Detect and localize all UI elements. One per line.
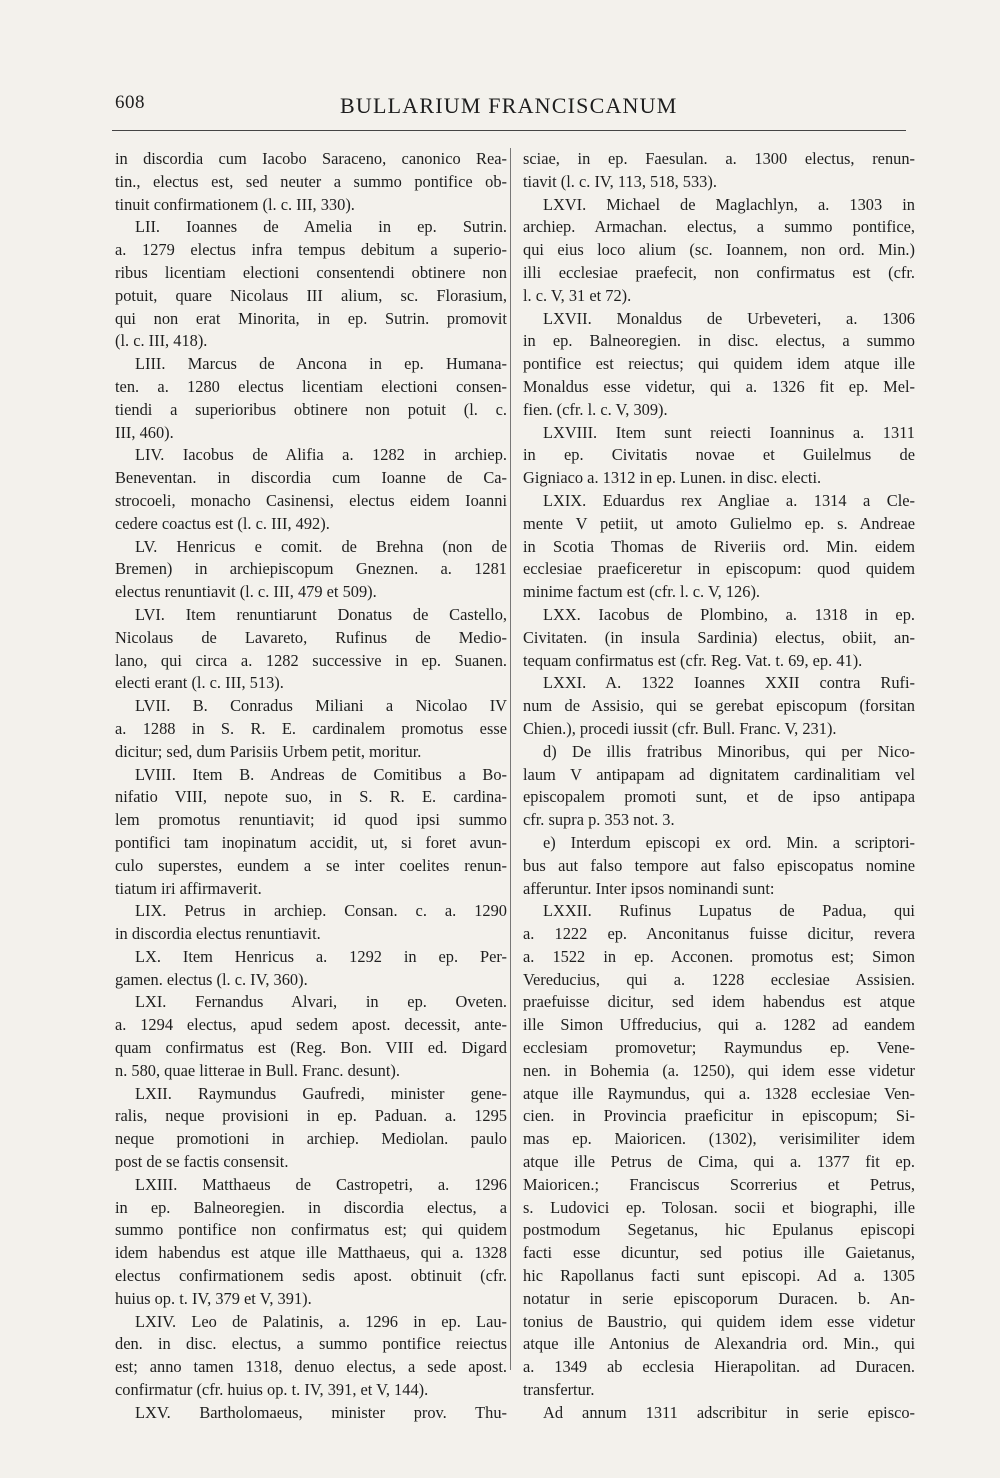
text-line: qui eius loco alium (sc. Ioannem, non ord. Min.) [523,240,915,260]
text-line: Gigniaco a. 1312 in ep. Lunen. in disc. electi. [523,468,822,488]
text-line: laum V antipapam ad dignitatem cardinalitiam vel [523,764,915,784]
text-line: LIX. Petrus in archiep. Consan. c. a. 1290 [135,901,507,921]
text-line: illi ecclesiae praefecit, non confirmatus est (cfr. [523,262,915,282]
text-line: ille Simon Uffreducius, qui a. 1282 ad eandem [523,1015,915,1035]
text-line: LX. Item Henricus a. 1292 in ep. Per- [135,946,507,966]
text-line: a. 1288 in S. R. E. cardinalem promotus esse [115,718,507,738]
text-line: episcopalem promoti sunt, et de ipso antipapa [523,787,915,807]
text-line: gamen. electus (l. c. IV, 360). [115,969,308,989]
text-line: ecclesiae praeficeretur in episcopum: quod quidem [523,559,915,579]
text-line: hic Rapollanus facti sunt episcopi. Ad a. 1305 [523,1266,915,1286]
text-line: LIII. Marcus de Ancona in ep. Humana- [135,354,507,374]
text-line: mas ep. Maioricen. (1302), verisimiliter idem [523,1129,915,1149]
text-line: sciae, in ep. Faesulan. a. 1300 electus, renun- [523,149,915,168]
text-line: tinuit confirmationem (l. c. III, 330). [115,194,355,214]
text-line: transfertur. [523,1380,595,1400]
text-line: nifatio VIII, nepote suo, in S. R. E. cardina- [115,787,507,807]
text-line: Chien.), procedi iussit (cfr. Bull. Franc. V, 231). [523,718,837,738]
text-line: LXI. Fernandus Alvari, in ep. Oveten. [135,992,507,1012]
text-line: electi erant (l. c. III, 513). [115,673,284,693]
text-line: Vereducius, qui a. 1228 ecclesiae Assisien. [523,969,915,989]
text-line: ten. a. 1280 electus licentiam electioni consen- [115,376,507,396]
text-line: dicitur; sed, dum Parisiis Urbem petit, moritur. [115,741,422,761]
text-line: num de Assisio, qui se gerebat episcopum (forsitan [523,696,915,716]
text-line: LXVIII. Item sunt reiecti Ioanninus a. 1311 [543,422,915,442]
text-line: cedere coactus est (l. c. III, 492). [115,513,330,533]
text-line: tequam confirmatus est (cfr. Reg. Vat. t. 69, ep. 41). [523,650,863,670]
running-title: BULLARIUM FRANCISCANUM [340,93,678,118]
text-line: strocoeli, monacho Casinensi, electus eidem Ioanni [115,490,507,510]
text-line: s. Ludovici ep. Tolosan. socii et biographi, ille [523,1197,915,1217]
text-line: Bremen) in archiepiscopum Gneznen. a. 1281 [115,559,507,579]
text-line: in ep. Civitatis novae et Guilelmus de [523,445,915,465]
text-line: LVI. Item renuntiarunt Donatus de Castello, [135,604,507,624]
text-line: lano, qui circa a. 1282 successive in ep. Suanen. [115,650,507,670]
text-line: cfr. supra p. 353 not. 3. [523,810,675,830]
text-line: Civitaten. (in insula Sardinia) electus, obiit, an- [523,627,915,647]
text-line: LVII. B. Conradus Miliani a Nicolao IV [135,696,507,716]
text-line: Maioricen.; Franciscus Scorrerius et Petrus, [523,1174,915,1194]
text-line: a. 1522 in ep. Acconen. promotus est; Simon [523,946,915,966]
text-line: (l. c. III, 418). [115,331,208,351]
text-line: III, 460). [115,422,174,442]
text-line: facti esse dicuntur, sed potius ille Gaietanus, [523,1243,915,1263]
text-line: a. 1279 electus infra tempus debitum a superio- [115,240,507,260]
text-line: postmodum Segetanus, hic Epulanus episcopi [523,1220,915,1240]
text-line: ecclesiam promovetur; Raymundus ep. Vene- [523,1038,915,1058]
text-line: cien. in Provincia praeficitur in episcopum; Si- [523,1106,915,1126]
text-line: LII. Ioannes de Amelia in ep. Sutrin. [135,217,507,237]
text-line: LVIII. Item B. Andreas de Comitibus a Bo- [135,764,507,784]
text-line: e) Interdum episcopi ex ord. Min. a scriptori- [543,832,915,852]
text-line: in discordia cum Iacobo Saraceno, canonico Rea- [115,149,507,168]
text-line: a. 1349 ab ecclesia Hierapolitan. ad Duracen. [523,1357,915,1377]
text-line: in Scotia Thomas de Riveriis ord. Min. eidem [523,536,915,556]
text-line: LXIV. Leo de Palatinis, a. 1296 in ep. Lau- [135,1311,507,1331]
text-line: tin., electus est, sed neuter a summo pontifice ob- [115,171,507,191]
text-line: LIV. Iacobus de Alifia a. 1282 in archiep. [135,445,507,465]
text-line: praefuisse dicitur, sed idem habendus est atque [523,992,915,1012]
column-divider [510,148,511,1370]
text-line: nen. in Bohemia (a. 1250), qui idem esse videtur [523,1060,915,1080]
text-line: tiavit (l. c. IV, 113, 518, 533). [523,171,717,191]
page-number: 608 [115,92,145,113]
text-line: l. c. V, 31 et 72). [523,285,632,305]
text-line: LXXI. A. 1322 Ioannes XXII contra Rufi- [543,673,915,693]
text-line: summo pontifice non confirmatus est; qui quidem [115,1220,507,1240]
text-line: mente V petiit, ut amoto Gulielmo ep. s. Andreae [523,513,915,533]
text-line: LXX. Iacobus de Plombino, a. 1318 in ep. [543,604,915,624]
text-line: Beneventan. in discordia cum Ioanne de Ca- [115,468,507,488]
text-line: qui non erat Minorita, in ep. Sutrin. promovit [115,308,507,328]
text-line: afferuntur. Inter ipsos nominandi sunt: [523,878,775,898]
text-line: Ad annum 1311 adscribitur in serie episco- [543,1402,915,1422]
text-line: bus aut falso tempore aut falso episcopatus nomine [523,855,915,875]
text-line: in ep. Balneoregien. in discordia electus, a [115,1197,507,1217]
text-line: tiatum iri affirmaverit. [115,878,262,898]
text-line: pontifici tam inopinatum accidit, ut, si foret avun- [115,832,507,852]
text-line: a. 1294 electus, apud sedem apost. decessit, ante- [115,1015,507,1035]
text-line: in ep. Balneoregien. in disc. electus, a summo [523,331,915,351]
text-line: pontifice est reiectus; qui quidem idem atque ille [523,354,915,374]
text-line: atque ille Petrus de Cima, qui a. 1377 fit ep. [523,1152,915,1172]
text-line: d) De illis fratribus Minoribus, qui per Nico- [543,741,915,761]
text-line: archiep. Armachan. electus, a summo pontifice, [523,217,915,237]
text-line: fien. (cfr. l. c. V, 309). [523,399,668,419]
text-line: tonius de Baustrio, qui quidem idem esse videtur [523,1311,915,1331]
text-line: LXVI. Michael de Maglachlyn, a. 1303 in [543,194,915,214]
text-line: ralis, neque provisioni in ep. Paduan. a. 1295 [115,1106,507,1126]
left-column [115,148,507,1425]
text-line: a. 1222 ep. Anconitanus fuisse dicitur, revera [523,924,915,944]
text-line: tiendi a superioribus obtinere non potuit (l. c. [115,399,507,419]
text-line: confirmatur (cfr. huius op. t. IV, 391, et V, 144). [115,1380,429,1400]
text-line: huius op. t. IV, 379 et V, 391). [115,1288,312,1308]
text-line: LXVII. Monaldus de Urbeveteri, a. 1306 [543,308,915,328]
text-line: LXIX. Eduardus rex Angliae a. 1314 a Cle- [543,490,915,510]
text-line: neque promotioni in archiep. Mediolan. paulo [115,1129,507,1149]
text-line: LV. Henricus e comit. de Brehna (non de [135,536,507,556]
text-line: Monaldus esse videtur, qui a. 1326 fit ep. Mel- [523,376,915,396]
text-line: est; anno tamen 1318, denuo electus, a sede apost. [115,1357,507,1377]
text-line: lem promotus renuntiavit; id quod ipsi summo [115,810,507,830]
text-line: culo superstes, eundem a se inter coelites renun- [115,855,507,875]
text-line: den. in disc. electus, a summo pontifice reiectus [115,1334,507,1354]
text-line: atque ille Raymundus, qui a. 1328 ecclesiae Ven- [523,1083,915,1103]
right-column [523,148,915,1425]
text-line: LXXII. Rufinus Lupatus de Padua, qui [543,901,915,921]
text-line: minime factum est (cfr. l. c. V, 126). [523,582,761,602]
text-line: in discordia electus renuntiavit. [115,924,321,944]
text-line: LXIII. Matthaeus de Castropetri, a. 1296 [135,1174,507,1194]
text-line: notatur in serie episcoporum Duracen. b. An- [523,1288,915,1308]
text-line: ribus licentiam electioni consentendi obtinere non [115,262,507,282]
text-line: post de se factis consensit. [115,1152,289,1172]
text-line: LXII. Raymundus Gaufredi, minister gene- [135,1083,507,1103]
text-line: quam confirmatus est (Reg. Bon. VIII ed. Digard [115,1038,507,1058]
text-line: n. 580, quae litterae in Bull. Franc. desunt). [115,1060,400,1080]
header-rule [112,130,906,131]
text-line: potuit, quare Nicolaus III alium, sc. Florasium, [115,285,507,305]
text-line: LXV. Bartholomaeus, minister prov. Thu- [135,1402,507,1422]
text-line: atque ille Antonius de Alexandria ord. Min., qui [523,1334,915,1354]
text-line: Nicolaus de Lavareto, Rufinus de Medio- [115,627,507,647]
text-line: electus renuntiavit (l. c. III, 479 et 509). [115,582,377,602]
text-line: idem habendus est atque ille Matthaeus, qui a. 1328 [115,1243,507,1263]
text-line: electus confirmationem sedis apost. obtinuit (cfr. [115,1266,507,1286]
